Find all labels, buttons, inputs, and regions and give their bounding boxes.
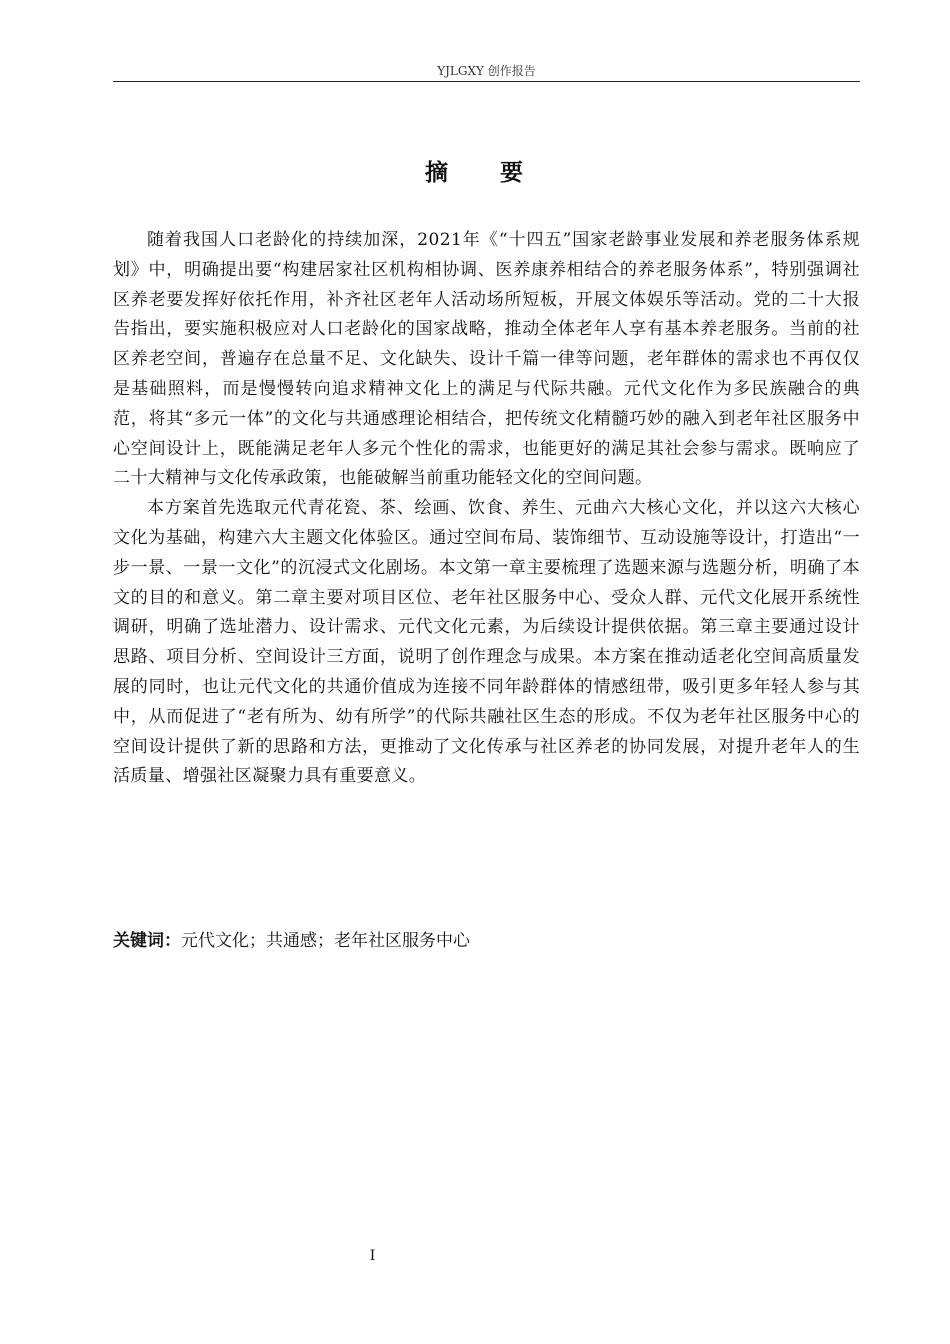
keywords-label: 关键词： — [113, 931, 181, 951]
abstract-title: 摘 要 — [425, 160, 525, 186]
page-header — [113, 62, 860, 82]
page-number: I — [369, 1248, 376, 1264]
abstract-body — [113, 226, 860, 792]
header-text: YJLGXY 创作报告 — [437, 64, 536, 78]
abstract-paragraph: 本方案首先选取元代青花瓷、茶、绘画、饮食、养生、元曲六大核心文化，并以这六大核心文化为基础，构建六大主题文化体验区。通过空间布局、装饰细节、互动设施等设计，打造出“一步一景、一景一文化”的沉浸式文化剧场。本文第一章主要梳理了选题来源与选题分析，明确了本文的目的和意义。第二章主要对项目区位、老年社区服务中心、受众人群、元代文化展开系统性调研，明确了选址潜力、设计需求、元代文化元素，为后续设计提供依据。第三章主要通过设计思路、项目分析、空间设计三方面，说明了创作理念与成果。本方案在推动适老化空间高质量发展的同时，也让元代文化的共通价值成为连接不同年龄群体的情感纽带，吸引更多年轻人参与其中，从而促进了“老有所为、幼有所学”的代际共融社区生态的形成。不仅为老年社区服务中心的空间设计提供了新的思路和方法，更推动了文化传承与社区养老的协同发展，对提升老年人的生活质量、增强社区凝聚力具有重要意义。 — [113, 498, 860, 787]
keywords-line — [113, 927, 860, 955]
abstract-paragraph: 随着我国人口老龄化的持续加深，2021年《“十四五”国家老龄事业发展和养老服务体系规划》中，明确提出要“构建居家社区机构相协调、医养康养相结合的养老服务体系”，特别强调社区养老要发挥好依托作用，补齐社区老年人活动场所短板，开展文体娱乐等活动。党的二十大报告指出，要实施积极应对人口老龄化的国家战略，推动全体老年人享有基本养老服务。当前的社区养老空间，普遍存在总量不足、文化缺失、设计千篇一律等问题，老年群体的需求也不再仅仅是基础照料，而是慢慢转向追求精神文化上的满足与代际共融。元代文化作为多民族融合的典范，将其“多元一体”的文化与共通感理论相结合，把传统文化精髓巧妙的融入到老年社区服务中心空间设计上，既能满足老年人多元个性化的需求，也能更好的满足其社会参与需求。既响应了二十大精神与文化传承政策，也能破解当前重功能轻文化的空间问题。 — [113, 230, 860, 489]
keywords-value: 元代文化；共通感；老年社区服务中心 — [181, 931, 470, 951]
